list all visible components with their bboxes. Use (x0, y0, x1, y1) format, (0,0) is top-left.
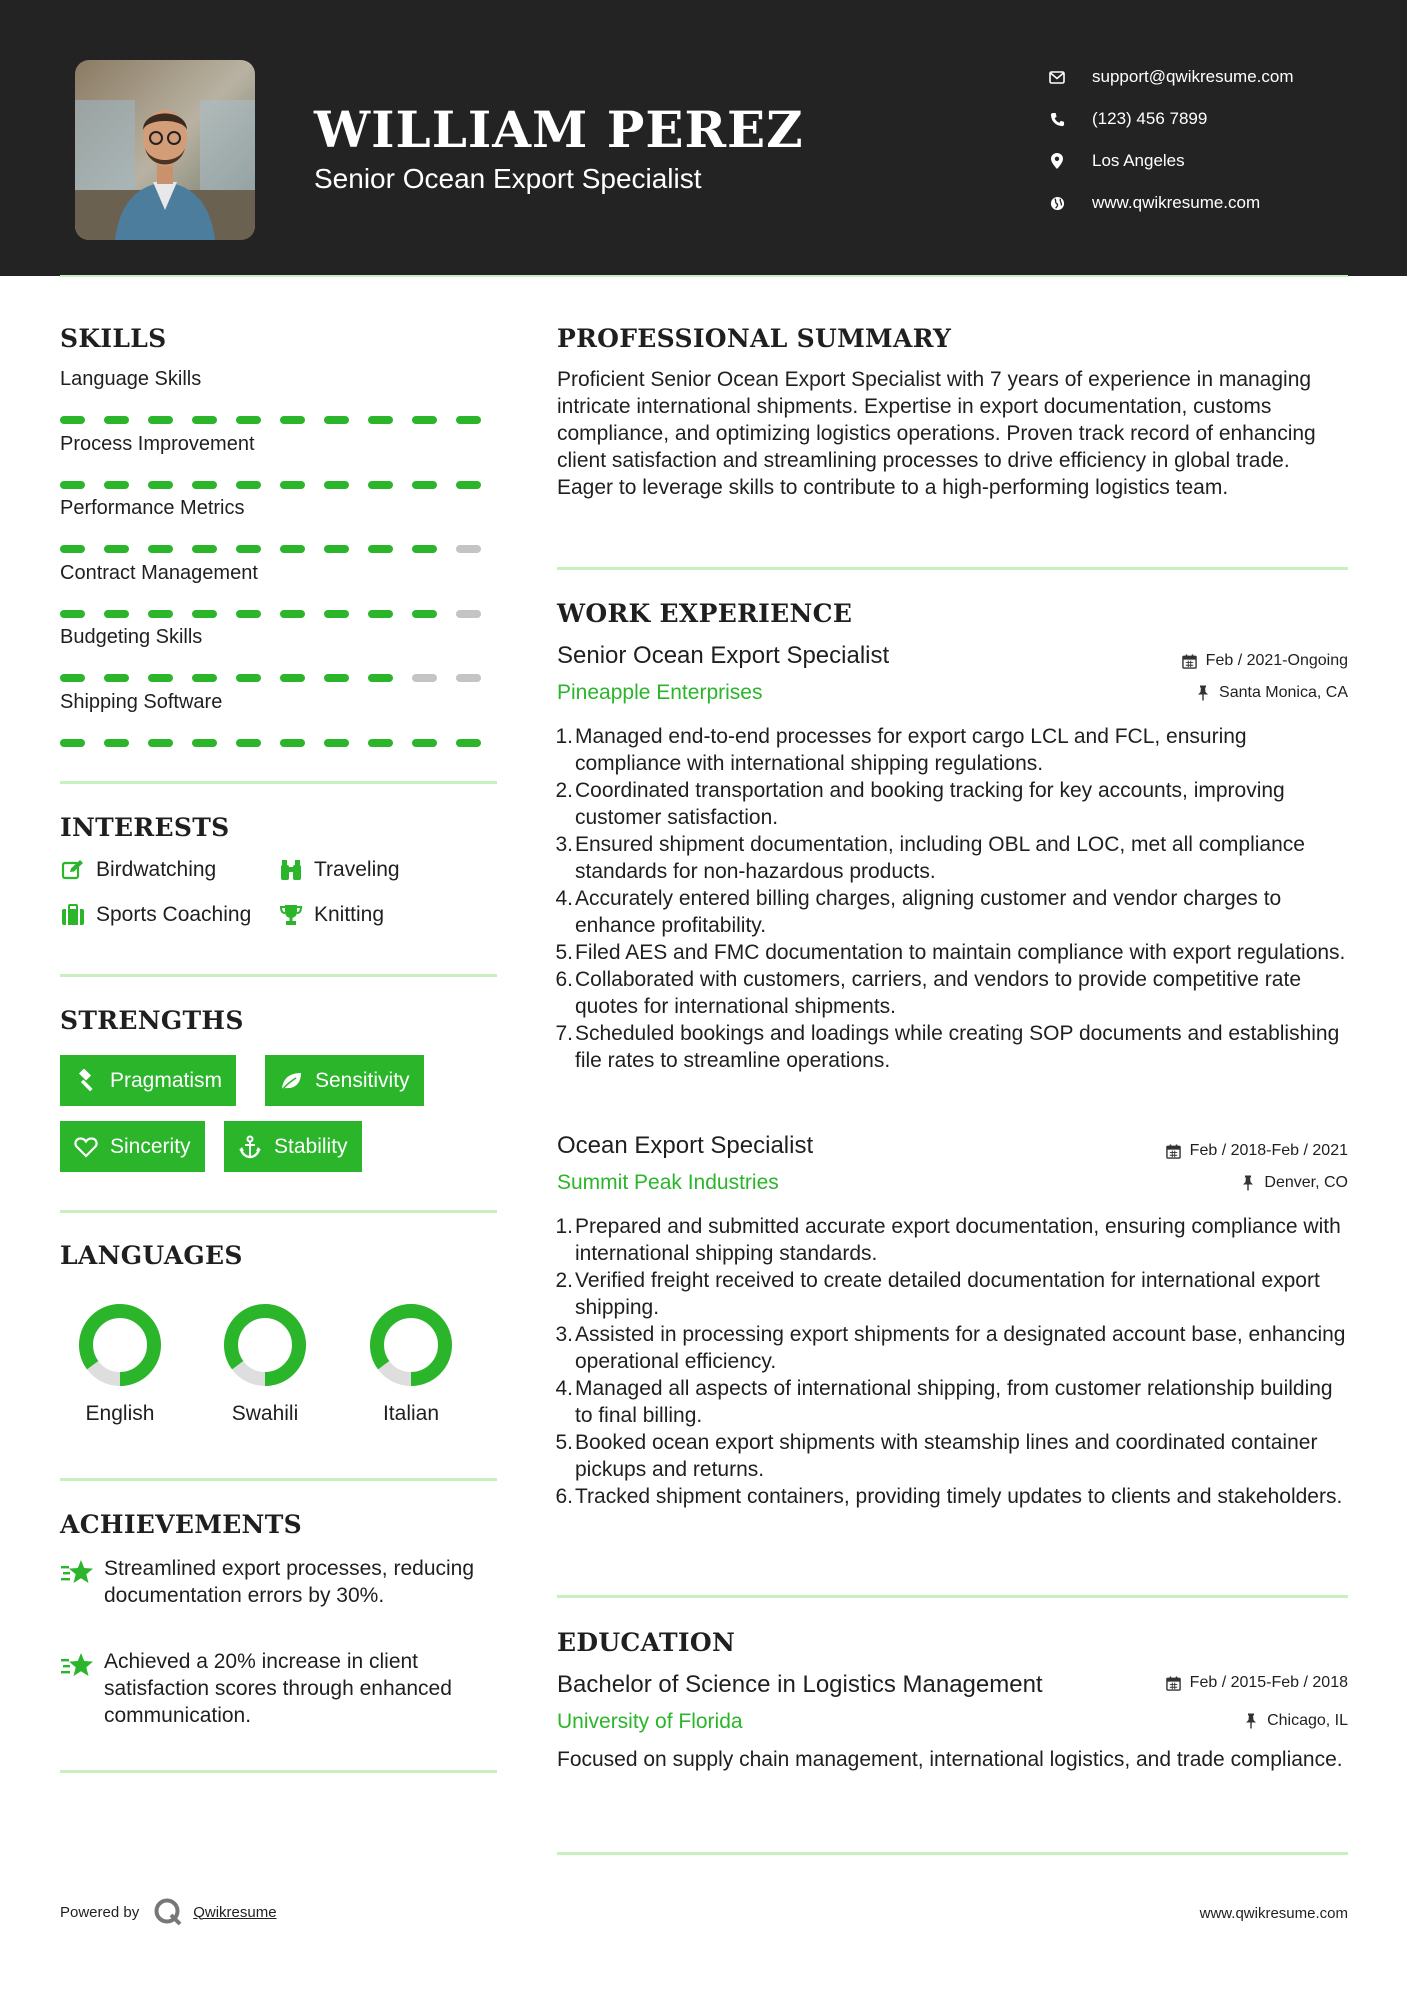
education-dates (1166, 1674, 1348, 1692)
skill-dot-filled (324, 739, 349, 747)
candidate-name: WILLIAM PEREZ (314, 100, 804, 159)
bullet-text: Coordinated transportation and booking tracking for key accounts, improving customer satisfaction. (575, 779, 1285, 829)
skill-dot-filled (192, 416, 217, 424)
skill-item (60, 626, 500, 682)
header-divider (60, 275, 1348, 277)
education-location (1243, 1712, 1348, 1730)
skill-item (60, 497, 500, 553)
bullet-item (551, 1429, 1351, 1483)
footer-url[interactable]: www.qwikresume.com (1199, 1905, 1348, 1922)
skill-dot-filled (104, 545, 129, 553)
skill-dot-filled (368, 674, 393, 682)
strength-label: Stability (274, 1134, 348, 1158)
skill-label: Process Improvement (60, 432, 255, 455)
skill-dot-filled (280, 416, 305, 424)
bullet-text: Collaborated with customers, carriers, and vendors to provide competitive rate quotes for international shipments. (575, 968, 1301, 1018)
job-location (1240, 1174, 1348, 1192)
gavel-icon (74, 1069, 98, 1093)
skill-dot-filled (368, 610, 393, 618)
language-level-ring (222, 1302, 308, 1388)
job-dates (1166, 1142, 1348, 1160)
job-bullets (551, 1213, 1351, 1510)
experience-divider (557, 1595, 1348, 1598)
skill-dot-filled (148, 674, 173, 682)
strength-badge (224, 1121, 362, 1172)
interest-label: Sports Coaching (96, 903, 252, 926)
bullet-text: Ensured shipment documentation, including OBL and LOC, met all compliance standards for non-hazardous products. (575, 833, 1305, 883)
bullet-item (551, 1321, 1351, 1375)
interest-label: Birdwatching (96, 858, 217, 881)
star-award-icon (60, 1557, 94, 1587)
skill-dot-filled (280, 610, 305, 618)
skill-dot-filled (236, 739, 261, 747)
skill-dot-filled (324, 610, 349, 618)
bullet-text: Prepared and submitted accurate export documentation, ensuring compliance with international shipping standards. (575, 1215, 1341, 1265)
bullet-item (551, 1267, 1351, 1321)
bullet-item (551, 966, 1351, 1020)
skill-dot-filled (148, 739, 173, 747)
footer-powered-by (60, 1897, 277, 1927)
job-bullets (551, 723, 1351, 1074)
bullet-text: Managed all aspects of international shipping, from customer relationship building to final billing. (575, 1377, 1333, 1427)
job-dates-text: Feb / 2021-Ongoing (1205, 652, 1348, 669)
skill-dot-filled (148, 416, 173, 424)
languages-heading: LANGUAGES (60, 1241, 243, 1270)
skill-dot-filled (324, 545, 349, 553)
calendar-icon (1166, 1675, 1182, 1691)
bullet-text: Accurately entered billing charges, aligning customer and vendor charges to enhance profitability. (575, 887, 1282, 937)
skill-dot-filled (60, 416, 85, 424)
strength-badge (265, 1055, 424, 1106)
skill-dot-empty (456, 674, 481, 682)
skill-rating (60, 481, 500, 489)
skill-dot-filled (412, 481, 437, 489)
skill-dot-filled (192, 674, 217, 682)
skill-item (60, 562, 500, 618)
skill-dot-filled (456, 739, 481, 747)
language-level-ring (368, 1302, 454, 1388)
bullet-number: 7. (555, 1022, 573, 1045)
contact-list (1048, 56, 1294, 224)
skill-dot-filled (368, 739, 393, 747)
heart-icon (74, 1135, 98, 1159)
achievement-text: Streamlined export processes, reducing documentation errors by 30%. (104, 1557, 475, 1607)
strengths-divider (60, 1210, 497, 1213)
bullet-text: Assisted in processing export shipments for a designated account base, enhancing operational efficiency. (575, 1323, 1346, 1373)
skill-dot-filled (324, 674, 349, 682)
contact-phone-text: (123) 456 7899 (1092, 109, 1208, 128)
bullet-number: 4. (555, 887, 573, 910)
qwikresume-logo-icon (153, 1897, 183, 1927)
job-dates-text: Feb / 2018-Feb / 2021 (1189, 1142, 1348, 1159)
bullet-number: 4. (555, 1377, 573, 1400)
skill-dot-filled (368, 416, 393, 424)
skill-dot-filled (236, 610, 261, 618)
skill-label: Performance Metrics (60, 497, 245, 519)
leaf-icon (279, 1069, 303, 1093)
interest-label: Traveling (314, 858, 400, 881)
skill-dot-filled (412, 610, 437, 618)
interest-item (278, 903, 384, 927)
experience-heading: WORK EXPERIENCE (557, 599, 853, 628)
achievements-heading: ACHIEVEMENTS (60, 1510, 302, 1539)
skill-dot-filled (280, 481, 305, 489)
skill-dot-filled (60, 674, 85, 682)
education-heading: EDUCATION (557, 1628, 736, 1657)
skill-dot-filled (148, 610, 173, 618)
bullet-text: Filed AES and FMC documentation to maintain compliance with export regulations. (575, 941, 1346, 964)
skill-dot-filled (368, 481, 393, 489)
skill-rating (60, 545, 500, 553)
language-level-ring (77, 1302, 163, 1388)
skill-label: Shipping Software (60, 690, 223, 713)
bullet-number: 2. (555, 1269, 573, 1292)
contact-email-text: support@qwikresume.com (1092, 67, 1294, 86)
summary-divider (557, 567, 1348, 570)
job-location-text: Santa Monica, CA (1219, 684, 1348, 701)
bullet-text: Booked ocean export shipments with steamship lines and coordinated container pickups and returns. (575, 1431, 1318, 1481)
skill-label: Budgeting Skills (60, 626, 203, 648)
trophy-icon (278, 903, 304, 927)
skill-dot-filled (280, 674, 305, 682)
skill-dot-filled (236, 416, 261, 424)
skill-label: Language Skills (60, 368, 202, 390)
language-label: Swahili (231, 1402, 299, 1425)
skills-heading: SKILLS (60, 324, 167, 353)
language-label: English (85, 1402, 155, 1425)
languages-divider (60, 1478, 497, 1481)
skill-dot-filled (368, 545, 393, 553)
job-title: Ocean Export Specialist (557, 1132, 814, 1159)
language-item (351, 1302, 471, 1426)
bullet-text: Tracked shipment containers, providing timely updates to clients and stakeholders. (575, 1485, 1343, 1508)
bullet-item (551, 939, 1351, 966)
pushpin-icon (1195, 685, 1211, 701)
bullet-number: 1. (555, 725, 573, 748)
briefcase-icon (60, 903, 86, 927)
achievement-item (60, 1648, 500, 1729)
skill-dot-filled (60, 739, 85, 747)
calendar-icon (1182, 653, 1198, 669)
job-location (1195, 684, 1348, 702)
bullet-item (551, 885, 1351, 939)
interest-item (60, 903, 251, 927)
skill-dot-filled (280, 545, 305, 553)
bullet-number: 3. (555, 833, 573, 856)
education-divider (557, 1852, 1348, 1855)
bullet-number: 1. (555, 1215, 573, 1238)
edit-icon (60, 858, 86, 882)
bullet-item (551, 1375, 1351, 1429)
bullet-text: Managed end-to-end processes for export cargo LCL and FCL, ensuring compliance with international shipping regulations. (575, 725, 1247, 775)
contact-website-text: www.qwikresume.com (1092, 193, 1261, 212)
skill-dot-filled (192, 481, 217, 489)
summary-text: Proficient Senior Ocean Export Specialist with 7 years of experience in managing intricate international shipments. Expertise in export documentation, customs compliance, and optimizing logistics operations. Proven track record of enhancing client satisfaction and streamlining processes to drive efficiency in global trade. Eager to leverage skills to contribute to a high-performing logistics team. (557, 368, 1316, 499)
skill-dot-filled (280, 739, 305, 747)
skill-dot-filled (60, 481, 85, 489)
skill-dot-filled (236, 674, 261, 682)
strength-label: Pragmatism (110, 1068, 223, 1092)
profile-photo (75, 60, 255, 240)
star-award-icon (60, 1650, 94, 1680)
binoculars-icon (278, 858, 304, 882)
skill-dot-filled (412, 545, 437, 553)
achievement-text: Achieved a 20% increase in client satisfaction scores through enhanced communication. (104, 1650, 452, 1727)
strength-badge (60, 1121, 205, 1172)
skill-dot-filled (104, 610, 129, 618)
skill-dot-filled (324, 481, 349, 489)
interest-item (60, 858, 216, 882)
strengths-heading: STRENGTHS (60, 1006, 244, 1035)
qwikresume-link[interactable]: Qwikresume (193, 1903, 277, 1921)
skill-rating (60, 739, 500, 747)
bullet-item (551, 1483, 1351, 1510)
degree-title: Bachelor of Science in Logistics Management (557, 1671, 1043, 1698)
candidate-title: Senior Ocean Export Specialist (314, 163, 702, 194)
skill-dot-filled (104, 739, 129, 747)
school-name: University of Florida (557, 1710, 743, 1733)
company-name: Pineapple Enterprises (557, 681, 763, 704)
skill-dot-empty (412, 674, 437, 682)
pushpin-icon (1243, 1713, 1259, 1729)
bullet-item (551, 723, 1351, 777)
bullet-number: 6. (555, 968, 573, 991)
bullet-text: Scheduled bookings and loadings while creating SOP documents and establishing file rates to streamline operations. (575, 1022, 1340, 1072)
skill-dot-filled (456, 416, 481, 424)
language-item (205, 1302, 325, 1426)
skill-dot-filled (104, 674, 129, 682)
pushpin-icon (1240, 1175, 1256, 1191)
calendar-icon (1166, 1143, 1182, 1159)
skill-item (60, 433, 500, 489)
skill-rating (60, 674, 500, 682)
envelope-icon (1048, 68, 1066, 86)
contact-location-text: Los Angeles (1092, 151, 1185, 170)
skill-dot-filled (324, 416, 349, 424)
bullet-number: 2. (555, 779, 573, 802)
job-dates (1182, 652, 1348, 670)
job-location-text: Denver, CO (1264, 1174, 1348, 1191)
interests-divider (60, 974, 497, 977)
strength-label: Sensitivity (315, 1068, 410, 1092)
skill-dot-filled (412, 416, 437, 424)
skill-dot-filled (60, 610, 85, 618)
contact-email[interactable] (1048, 56, 1294, 98)
skill-item (60, 368, 500, 424)
contact-location (1048, 140, 1294, 182)
skill-dot-filled (236, 481, 261, 489)
globe-icon (1048, 194, 1066, 212)
bullet-item (551, 1213, 1351, 1267)
skill-dot-filled (104, 416, 129, 424)
achievement-item (60, 1555, 500, 1609)
skill-label: Contract Management (60, 561, 258, 584)
strength-label: Sincerity (110, 1134, 191, 1158)
bullet-number: 5. (555, 941, 573, 964)
contact-website[interactable] (1048, 182, 1294, 224)
skill-dot-filled (148, 545, 173, 553)
achievements-divider (60, 1770, 497, 1773)
map-pin-icon (1048, 152, 1066, 170)
skill-item (60, 691, 500, 747)
skill-dot-filled (192, 545, 217, 553)
summary-heading: PROFESSIONAL SUMMARY (557, 324, 952, 353)
company-name: Summit Peak Industries (557, 1171, 779, 1194)
anchor-icon (238, 1135, 262, 1159)
phone-icon (1048, 110, 1066, 128)
bullet-text: Verified freight received to create detailed documentation for international export shipping. (575, 1269, 1320, 1319)
skill-dot-filled (236, 545, 261, 553)
skill-rating (60, 610, 500, 618)
job-title: Senior Ocean Export Specialist (557, 642, 890, 669)
bullet-item (551, 831, 1351, 885)
skill-dot-filled (412, 739, 437, 747)
skill-dot-empty (456, 545, 481, 553)
skill-dot-empty (456, 610, 481, 618)
interest-label: Knitting (314, 903, 385, 926)
bullet-number: 6. (555, 1485, 573, 1508)
resume-header (0, 0, 1407, 276)
skill-dot-filled (60, 545, 85, 553)
bullet-number: 3. (555, 1323, 573, 1346)
skill-rating (60, 416, 500, 424)
skills-divider (60, 781, 497, 784)
education-dates-text: Feb / 2015-Feb / 2018 (1189, 1674, 1348, 1691)
bullet-number: 5. (555, 1431, 573, 1454)
interest-item (278, 858, 400, 882)
strength-badge (60, 1055, 236, 1106)
skill-dot-filled (456, 481, 481, 489)
interests-heading: INTERESTS (60, 813, 230, 842)
bullet-item (551, 1020, 1351, 1074)
contact-phone[interactable] (1048, 98, 1294, 140)
bullet-item (551, 777, 1351, 831)
skill-dot-filled (192, 739, 217, 747)
education-location-text: Chicago, IL (1267, 1712, 1348, 1729)
skill-dot-filled (192, 610, 217, 618)
language-item (60, 1302, 180, 1426)
powered-by-text: Powered by (60, 1903, 140, 1921)
education-description: Focused on supply chain management, international logistics, and trade compliance. (557, 1748, 1343, 1771)
skill-dot-filled (148, 481, 173, 489)
skill-dot-filled (104, 481, 129, 489)
language-label: Italian (382, 1402, 440, 1425)
